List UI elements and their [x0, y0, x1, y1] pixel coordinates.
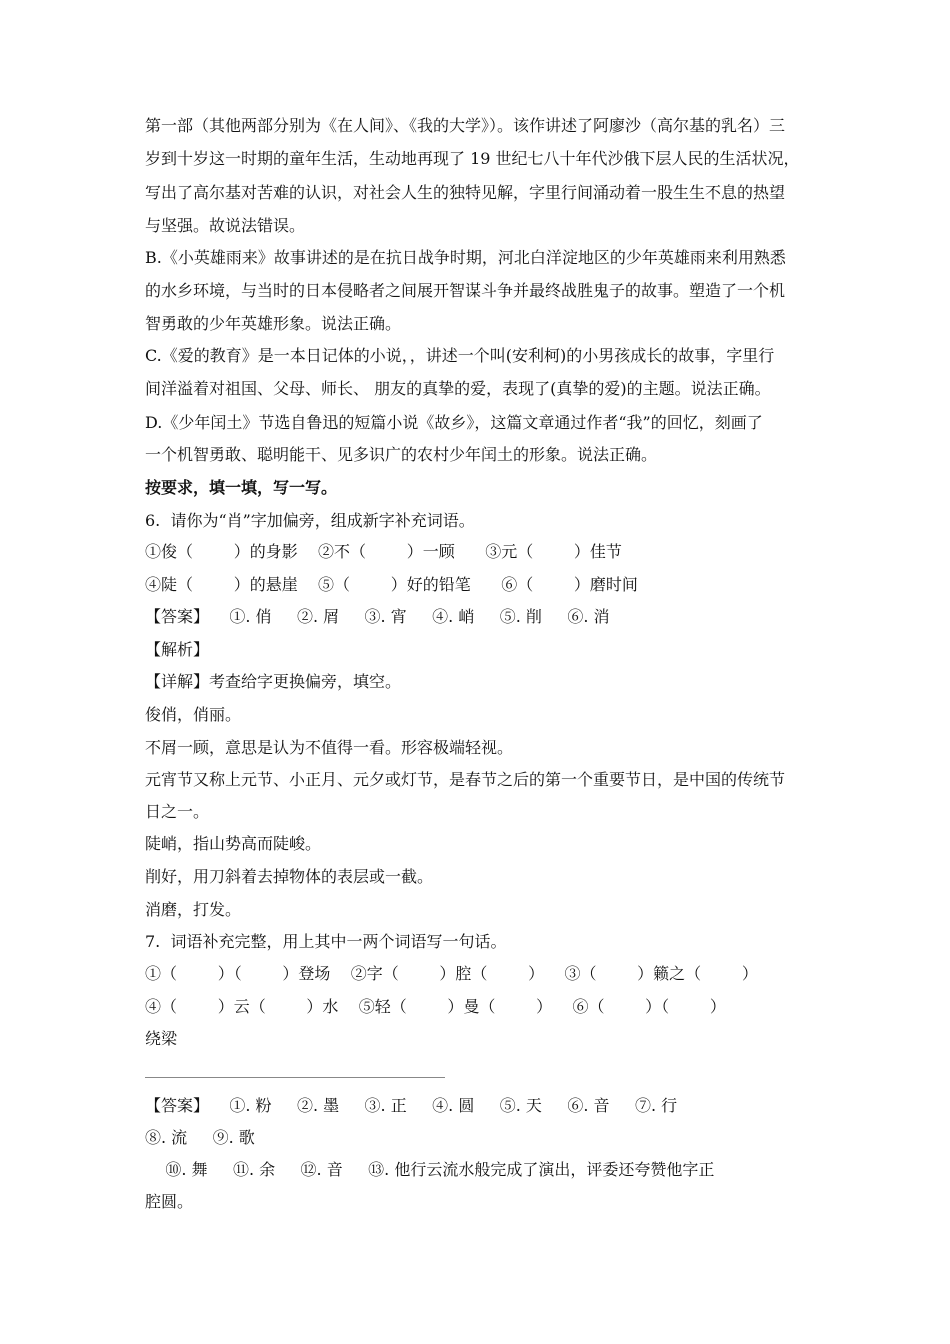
option-c-line: 间洋溢着对祖国、父母、师长、 朋友的真挚的爱，表现了(真挚的爱)的主题。说法正确。 — [145, 379, 771, 398]
q6-explanation-line: 元宵节又称上元节、小正月、元夕或灯节，是春节之后的第一个重要节日，是中国的传统节 — [145, 770, 786, 789]
explanation-line: 岁到十岁这一时期的童年生活，生动地再现了 19 世纪七八十年代沙俄下层人民的生活状况， — [145, 149, 800, 168]
option-d-line: D.《少年闰土》节选自鲁迅的短篇小说《故乡》，这篇文章通过作者“我”的回忆，刻画了 — [145, 413, 763, 432]
q6-blanks-row: ①俊（ ）的身影 ②不（ ）一顾 ③元（ ）佳节 — [145, 542, 622, 561]
q6-explanation-line: 不屑一顾，意思是认为不值得一看。形容极端轻视。 — [145, 738, 514, 757]
q7-answer: ⑩. 舞 ⑪. 余 ⑫. 音 ⑬. 他行云流水般完成了演出，评委还夸赞他字正 — [145, 1160, 715, 1179]
q6-explanation-line: 陡峭，指山势高而陡峻。 — [145, 834, 322, 853]
q7-answer: ⑧. 流 ⑨. 歌 — [145, 1128, 255, 1147]
section-heading: 按要求，填一填，写一写。 — [145, 478, 338, 497]
explanation-line: 第一部（其他两部分别为《在人间》、《我的大学》）。该作讲述了阿廖沙（高尔基的乳名）三 — [145, 116, 786, 135]
q6-explanation-line: 日之一。 — [145, 802, 210, 821]
answer-writing-line — [145, 1077, 445, 1078]
q6-stem: 6. 请你为“肖”字加偏旁，组成新字补充词语。 — [145, 511, 475, 530]
q7-stem: 7. 词语补充完整，用上其中一两个词语写一句话。 — [145, 932, 507, 951]
q6-explanation-line: 消磨，打发。 — [145, 900, 242, 919]
q7-answer: 【答案】 ①. 粉 ②. 墨 ③. 正 ④. 圆 ⑤. 天 ⑥. 音 ⑦. 行 — [145, 1096, 678, 1115]
option-c-line: C.《爱的教育》是一本日记体的小说，，讲述一个叫(安利柯)的小男孩成长的故事，字里行 — [145, 346, 775, 365]
explanation-line: 与坚强。故说法错误。 — [145, 216, 306, 235]
option-b-line: 的水乡环境，与当时的日本侵略者之间展开智谋斗争并最终战胜鬼子的故事。塑造了一个机 — [145, 281, 786, 300]
q6-blanks-row: ④陡（ ）的悬崖 ⑤（ ）好的铅笔 ⑥（ ）磨时间 — [145, 575, 638, 594]
q6-explanation-line: 俊俏，俏丽。 — [145, 705, 242, 724]
q6-answer: 【答案】 ①. 俏 ②. 屑 ③. 宵 ④. 峭 ⑤. 削 ⑥. 消 — [145, 607, 610, 626]
option-b-line: 智勇敢的少年英雄形象。说法正确。 — [145, 314, 402, 333]
q6-analysis-label: 【解析】 — [145, 640, 210, 659]
option-d-line: 一个机智勇敢、聪明能干、见多识广的农村少年闰土的形象。说法正确。 — [145, 445, 658, 464]
q7-blanks-row: ①（ ）（ ）登场 ②字（ ）腔（ ） ③（ ）籁之（ ） — [145, 964, 758, 983]
q7-blanks-row: ④（ ）云（ ）水 ⑤轻（ ）曼（ ） ⑥（ ）（ ） — [145, 997, 726, 1016]
q7-answer: 腔圆。 — [145, 1192, 194, 1211]
q7-blanks-row: 绕梁 — [145, 1029, 178, 1048]
explanation-line: 写出了高尔基对苦难的认识，对社会人生的独特见解，字里行间涌动着一股生生不息的热望 — [145, 183, 786, 202]
option-b-line: B.《小英雄雨来》故事讲述的是在抗日战争时期，河北白洋淀地区的少年英雄雨来利用熟悉 — [145, 248, 786, 267]
q6-detail: 【详解】考查给字更换偏旁，填空。 — [145, 672, 402, 691]
q6-explanation-line: 削好，用刀斜着去掉物体的表层或一截。 — [145, 867, 434, 886]
